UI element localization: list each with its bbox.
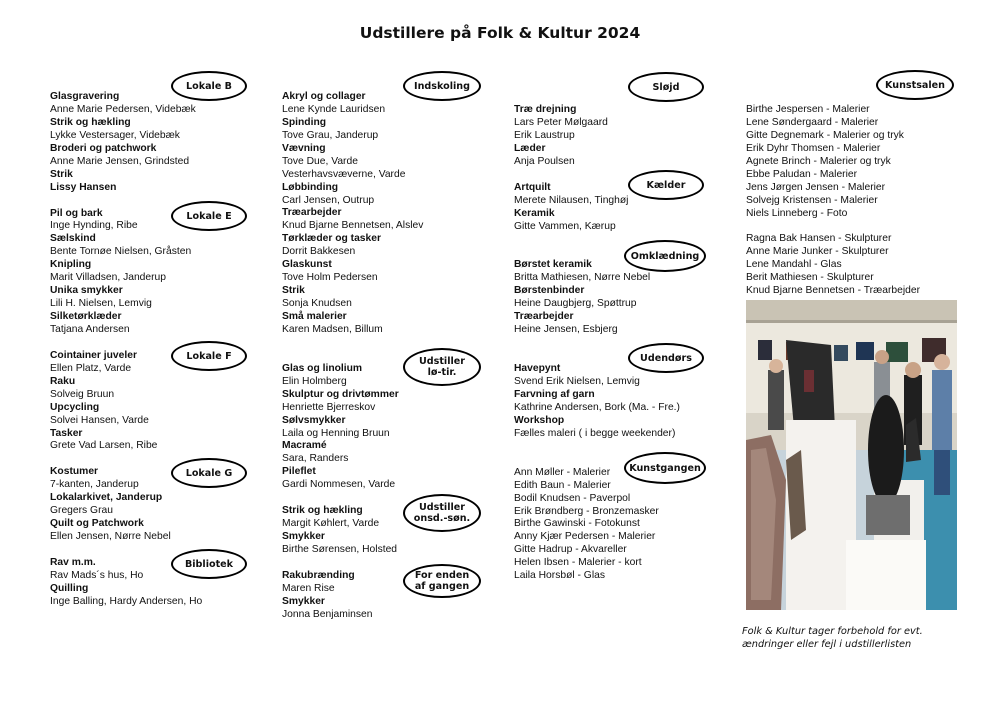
category-heading: Havepynt (514, 363, 561, 375)
exhibitor-entry: Laila Horsbøl - Glas (514, 570, 605, 582)
location-lokale-e: Lokale E (171, 201, 247, 231)
exhibitor-entry: Karen Madsen, Billum (282, 323, 383, 335)
category-heading: Glaskunst (282, 259, 332, 271)
exhibitor-entry: Ebbe Paludan - Malerier (746, 168, 858, 180)
location-bibliotek: Bibliotek (171, 549, 247, 579)
exhibitor-entry: Fælles maleri ( i begge weekender) (514, 427, 676, 439)
spacer (514, 233, 734, 246)
category-heading: Silketørklæder (50, 311, 122, 322)
exhibitor-entry: Erik Brøndberg - Bronzemasker (514, 505, 659, 517)
exhibitor-column-4 (746, 91, 966, 298)
exhibitor-entry: Birthe Jespersen - Malerier (746, 104, 870, 115)
exhibitor-entry: Lykke Vestersager, Videbæk (50, 129, 180, 141)
exhibitor-entry: Grete Vad Larsen, Ribe (50, 440, 158, 452)
exhibitor-entry: Solvejg Kristensen - Malerier (746, 194, 878, 206)
category-heading: Strik og hækling (50, 116, 131, 128)
category-heading: Træ drejning (514, 104, 577, 115)
spacer (514, 441, 734, 454)
exhibitor-entry: Tatjana Andersen (50, 323, 130, 335)
category-heading: Keramik (514, 207, 555, 219)
category-heading: Sælskind (50, 233, 96, 245)
exhibitor-entry: Gregers Grau (50, 505, 113, 517)
category-heading: Strik (282, 285, 305, 297)
location-kunstgangen: Kunstgangen (624, 452, 706, 484)
exhibitor-entry: Erik Laustrup (514, 129, 575, 141)
category-heading: Tørklæder og tasker (282, 233, 381, 245)
exhibitor-entry: Tove Grau, Janderup (282, 129, 379, 141)
category-heading: Børstenbinder (514, 285, 585, 297)
exhibitor-entry: Solveig Bruun (50, 388, 115, 400)
category-heading: Lokalarkivet, Janderup (50, 492, 163, 504)
category-heading: Børstet keramik (514, 259, 592, 271)
exhibitor-entry: Gitte Hadrup - Akvareller (514, 544, 627, 556)
exhibitor-entry: Kathrine Andersen, Bork (Ma. - Fre.) (514, 401, 680, 413)
exhibitor-entry: Lene Søndergaard - Malerier (746, 116, 879, 128)
exhibitor-entry: Anne Marie Junker - Skulpturer (746, 246, 889, 258)
exhibitor-entry: Dorrit Bakkesen (282, 246, 356, 258)
location-slojd: Sløjd (628, 72, 704, 102)
disclaimer-line-2: ændringer eller fejl i udstillerlisten (742, 639, 912, 650)
exhibitor-entry: Sonja Knudsen (282, 298, 352, 309)
exhibitor-entry: Heine Daugbjerg, Spøttrup (514, 298, 637, 310)
exhibitor-entry: Merete Nilausen, Tinghøj (514, 194, 629, 206)
exhibitor-entry: Marit Villadsen, Janderup (50, 272, 167, 284)
exhibitor-entry: Heine Jensen, Esbjerg (514, 324, 618, 336)
category-heading: Knipling (50, 259, 92, 271)
exhibitor-entry: Ann Møller - Malerier (514, 466, 611, 478)
category-heading: Artquilt (514, 181, 551, 193)
exhibitor-entry: Berit Mathiesen - Skulpturer (746, 272, 874, 284)
exhibitor-entry: Helen Ibsen - Malerier - kort (514, 557, 642, 569)
category-heading: Træarbejder (282, 207, 342, 219)
category-heading: Quilt og Patchwork (50, 518, 144, 530)
location-udstiller-onsd-son: Udstiller onsd.-søn. (403, 494, 481, 532)
category-heading: Rav m.m. (50, 557, 96, 568)
exhibitor-entry: Laila og Henning Bruun (282, 427, 390, 439)
location-lokale-f: Lokale F (171, 341, 247, 371)
exhibitor-entry: Agnete Brinch - Malerier og tryk (746, 155, 891, 167)
category-heading: Unika smykker (50, 285, 123, 297)
exhibitor-entry: Anny Kjær Pedersen - Malerier (514, 531, 656, 543)
location-kunstsalen: Kunstsalen (876, 70, 954, 100)
exhibitor-entry: Anne Marie Pedersen, Videbæk (50, 103, 196, 115)
exhibitor-entry: Edith Baun - Malerier (514, 479, 611, 491)
location-omklaedning: Omklædning (624, 240, 706, 272)
category-heading: Skulptur og drivtømmer (282, 388, 399, 400)
exhibitor-entry: Inge Hynding, Ribe (50, 220, 138, 232)
exhibitor-entry: Jonna Benjaminsen (282, 608, 373, 620)
category-heading: Strik og hækling (282, 505, 363, 517)
exhibitor-entry: Jens Jørgen Jensen - Malerier (746, 181, 886, 193)
category-heading: Cointainer juveler (50, 349, 137, 361)
exhibitor-entry: Birthe Sørensen, Holsted (282, 544, 398, 555)
exhibitor-entry: Gitte Degnemark - Malerier og tryk (746, 129, 904, 141)
exhibitor-entry: Inge Balling, Hardy Andersen, Ho (50, 595, 203, 607)
category-heading: Tasker (50, 427, 83, 439)
exhibitor-entry: Anne Marie Jensen, Grindsted (50, 155, 190, 167)
exhibitor-entry: Ellen Platz, Varde (50, 362, 132, 374)
exhibitor-entry: Rav Mads´s hus, Ho (50, 569, 144, 581)
category-heading: Kostumer (50, 466, 99, 478)
exhibitor-entry: Niels Linneberg - Foto (746, 207, 848, 219)
exhibitor-entry: Svend Erik Nielsen, Lemvig (514, 376, 640, 387)
category-heading: Sølvsmykker (282, 414, 346, 426)
category-heading: Små malerier (282, 310, 347, 322)
exhibitor-entry: 7-kanten, Janderup (50, 479, 139, 491)
category-heading: Spinding (282, 116, 327, 128)
disclaimer-note (742, 625, 923, 651)
exhibitor-entry: Britta Mathiesen, Nørre Nebel (514, 272, 651, 284)
exhibitor-entry: Lene Kynde Lauridsen (282, 103, 386, 115)
exhibitor-entry: Gitte Vammen, Kærup (514, 220, 616, 232)
exhibitor-entry: Birthe Gawinski - Fotokunst (514, 518, 640, 530)
exhibitor-entry: Knud Bjarne Bennetsen - Træarbejder (746, 285, 921, 297)
category-heading: Akryl og collager (282, 91, 366, 102)
exhibitor-entry: Henriette Bjerreskov (282, 401, 376, 413)
location-udendors: Udendørs (628, 343, 704, 373)
category-heading: Broderi og patchwork (50, 142, 157, 154)
exhibitor-entry: Lars Peter Mølgaard (514, 116, 608, 128)
location-udstiller-lo-tir: Udstiller lø-tir. (403, 348, 481, 386)
exhibitor-entry: Gardi Nommesen, Varde (282, 479, 396, 491)
category-heading: Workshop (514, 414, 565, 426)
spacer (282, 337, 502, 350)
category-heading: Quilling (50, 582, 89, 594)
exhibitor-entry: Maren Rise (282, 582, 335, 594)
location-kaelder: Kælder (628, 170, 704, 200)
location-lokale-b: Lokale B (171, 71, 247, 101)
exhibitor-column-3 (514, 91, 734, 583)
exhibitor-entry: Solvei Hansen, Varde (50, 414, 149, 426)
category-heading: Vævning (282, 142, 326, 154)
exhibitor-entry: Sara, Randers (282, 453, 349, 465)
exhibitor-entry: Elin Holmberg (282, 375, 347, 387)
category-heading: Pileflet (282, 466, 316, 478)
location-for-enden-af-gangen: For enden af gangen (403, 564, 481, 598)
exhibitor-entry: Tove Holm Pedersen (282, 272, 378, 284)
disclaimer-line-1: Folk & Kultur tager forbehold for evt. (742, 626, 923, 637)
category-heading: Læder (514, 142, 546, 154)
category-heading: Pil og bark (50, 207, 103, 219)
location-lokale-g: Lokale G (171, 458, 247, 488)
category-heading: Strik (50, 168, 73, 180)
exhibitor-entry: Vesterhavsvæverne, Varde (282, 168, 406, 180)
page-title: Udstillere på Folk & Kultur 2024 (359, 24, 641, 42)
location-indskoling: Indskoling (403, 71, 481, 101)
exhibitor-entry: Erik Dyhr Thomsen - Malerier (746, 142, 881, 154)
category-heading: Upcycling (50, 401, 100, 413)
exhibitor-entry: Ragna Bak Hansen - Skulpturer (746, 233, 892, 245)
category-heading: Glasgravering (50, 91, 120, 102)
exhibitor-entry: Bodil Knudsen - Paverpol (514, 492, 631, 504)
exhibitor-entry: Carl Jensen, Outrup (282, 194, 375, 206)
exhibitor-entry: Anja Poulsen (514, 155, 575, 167)
exhibitor-entry: Lili H. Nielsen, Lemvig (50, 298, 152, 310)
spacer (514, 337, 734, 350)
spacer (746, 220, 966, 233)
category-heading: Træarbejder (514, 311, 574, 323)
category-heading: Lissy Hansen (50, 181, 117, 193)
exhibitor-entry: Ellen Jensen, Nørre Nebel (50, 531, 171, 543)
category-heading: Rakubrænding (282, 569, 355, 581)
category-heading: Farvning af garn (514, 388, 595, 400)
category-heading: Smykker (282, 595, 325, 607)
exhibitor-entry: Knud Bjarne Bennetsen, Alslev (282, 220, 424, 232)
exhibitor-entry: Tove Due, Varde (282, 155, 358, 167)
category-heading: Smykker (282, 531, 325, 543)
exhibitor-entry: Lene Mandahl - Glas (746, 259, 842, 271)
category-heading: Glas og linolium (282, 362, 363, 374)
category-heading: Raku (50, 375, 76, 387)
exhibitor-entry: Margit Køhlert, Varde (282, 518, 380, 530)
exhibitor-entry: Bente Tornøe Nielsen, Gråsten (50, 246, 192, 258)
spacer (514, 91, 734, 104)
exhibition-photo (746, 300, 957, 610)
category-heading: Løbbinding (282, 181, 339, 193)
category-heading: Macramé (282, 440, 327, 452)
